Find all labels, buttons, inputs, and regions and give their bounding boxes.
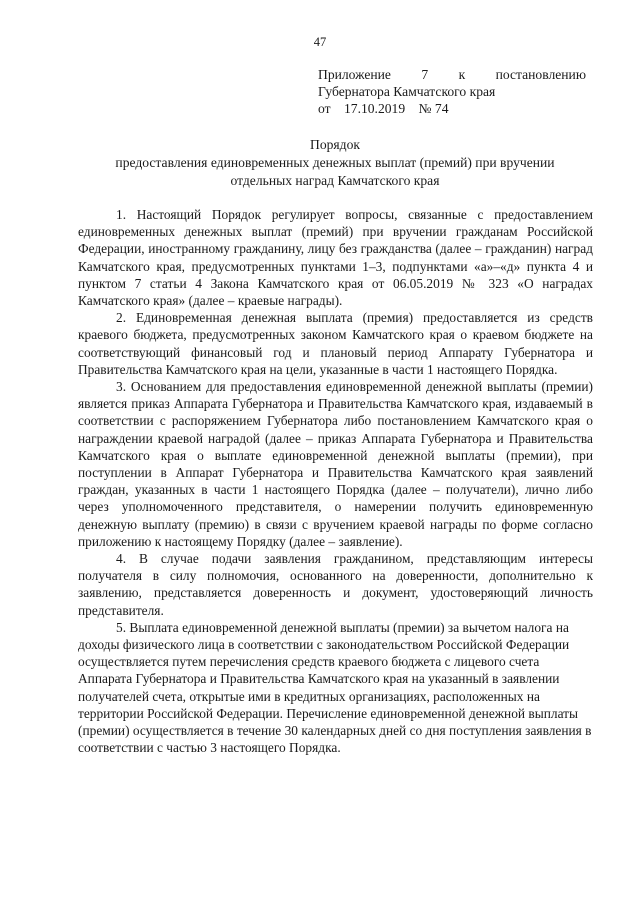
appendix-line-2: Губернатора Камчатского края xyxy=(318,84,496,99)
paragraph-5: 5. Выплата единовременной денежной выплаты (премии) за вычетом налога на доходы физического лица в соответствии с законодательством Российской Федерации осуществляется путем перечисления средств краевого бюджета с лицевого счета Аппарата Губернатора и Правительства Камчатского края на указанный в заявлении получателей счета, открытые ими в кредитных организациях, расположенных на территории Российской Федерации. Перечисление единовременной денежной выплаты (премии) осуществляется в течение 30 календарных дней со дня поступления заявления в соответствии с частью 3 настоящего Порядка. xyxy=(78,619,592,756)
title-line-2: предоставления единовременных денежных выплат (премий) при вручении xyxy=(115,155,555,170)
appendix-header xyxy=(318,66,586,117)
paragraph-4: 4. В случае подачи заявления гражданином, представляющим интересы получателя в силу полномочия, основанного на доверенности, дополнительно к заявлению, представляется доверенность и документ, удостоверяющий личность представителя. xyxy=(78,551,593,618)
title-line-1: Порядок xyxy=(310,137,360,152)
page-number: 47 xyxy=(313,35,327,49)
appendix-date: 17.10.2019 xyxy=(343,101,406,116)
appendix-date-prefix: от xyxy=(318,101,331,116)
appendix-date-line xyxy=(318,100,586,117)
paragraph-1: 1. Настоящий Порядок регулирует вопросы, связанные с предоставлением единовременных денежных выплат (премий) при вручении гражданам Российской Федерации, иностранному гражданину, лицу без гражданства (далее – гражданин) наград Камчатского края, предусмотренных пунктами 1–3, подпунктами «а»–«д» пункта 4 и пунктом 7 статьи 4 Закона Камчатского края от 06.05.2019 № 323 «О наградах Камчатского края» (далее – краевые награды). xyxy=(78,207,593,309)
document-title xyxy=(70,136,600,190)
paragraph-3: 3. Основанием для предоставления единовременной денежной выплаты (премии) является приказ Аппарата Губернатора и Правительства Камчатского края, издаваемый в соответствии с распоряжением Губернатора либо постановлением Камчатского края о награждении краевой наградой (далее – приказ Аппарата Губернатора и Правительства Камчатского края о выплате единовременной денежной выплаты (премии), при поступлении в Аппарат Губернатора и Правительства Камчатского края заявлений граждан, указанных в части 1 настоящего Порядка (далее – получатели), лично либо через уполномоченного представителя, о намерении получить единовременную денежную выплату (премию) в связи с вручением краевой награды по форме согласно приложению к настоящему Порядку (далее – заявление). xyxy=(78,379,593,549)
appendix-number: № 74 xyxy=(418,101,449,116)
paragraph-2: 2. Единовременная денежная выплата (премия) предоставляется из средств краевого бюджета, предусмотренных законом Камчатского края о краевом бюджете на соответствующий финансовый год и плановый период Аппарату Губернатора и Правительства Камчатского края на цели, указанные в части 1 настоящего Порядка. xyxy=(78,310,593,377)
appendix-line-1: Приложение 7 к постановлению xyxy=(318,67,586,82)
title-line-3: отдельных наград Камчатского края xyxy=(230,173,440,188)
document-body xyxy=(78,206,593,757)
